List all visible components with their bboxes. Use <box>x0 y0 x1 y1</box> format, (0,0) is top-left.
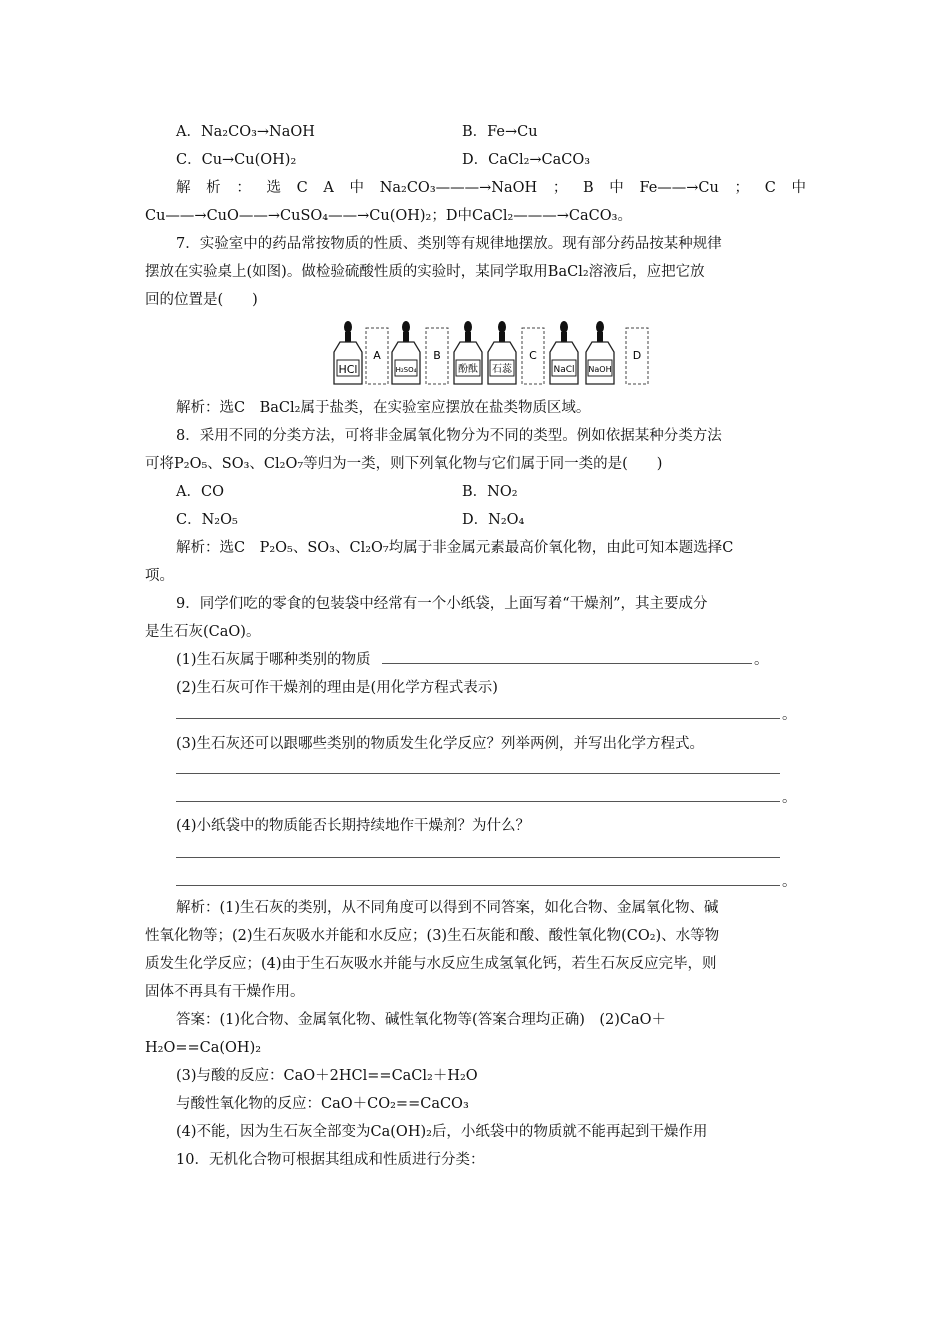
slot-c-label: C <box>529 349 537 362</box>
q9-answer-line2: H₂O==Ca(OH)₂ <box>145 1040 262 1056</box>
q9-analysis-line2: 性氧化物等；(2)生石灰吸水并能和水反应；(3)生石灰能和酸、酸性氧化物(CO₂)、水等物 <box>145 928 720 944</box>
q6-analysis-line1: 解 析 ： 选 C A 中 Na₂CO₃———→NaOH ； B 中 Fe——→Cu ； C 中 <box>176 180 806 196</box>
q8-analysis-line2: 项。 <box>145 568 174 584</box>
q9-stem-line2: 是生石灰(CaO)。 <box>145 624 261 640</box>
q9-analysis-line1: 解析：(1)生石灰的类别，从不同角度可以得到不同答案，如化合物、金属氧化物、碱 <box>176 900 719 916</box>
q6-option-b: B．Fe→Cu <box>462 124 538 140</box>
q8-stem-line2: 可将P₂O₅、SO₃、Cl₂O₇等归为一类，则下列氧化物与它们属于同一类的是( ) <box>145 456 663 472</box>
q8-option-c: C．N₂O₅ <box>176 512 238 528</box>
bottle-label-naoh: NaOH <box>588 365 612 374</box>
q8-option-a: A．CO <box>176 484 224 500</box>
bottle-phenolphthalein <box>454 321 482 384</box>
q9-answer-line5: (4)不能，因为生石灰全部变为Ca(OH)₂后，小纸袋中的物质就不能再起到干燥作用 <box>176 1124 708 1140</box>
q9-sub2: (2)生石灰可作干燥剂的理由是(用化学方程式表示) <box>176 680 498 696</box>
q9-analysis-line3: 质发生化学反应；(4)由于生石灰吸水并能与水反应生成氢氧化钙，若生石灰反应完毕，则 <box>145 956 717 972</box>
slot-a-label: A <box>373 349 381 362</box>
bottle-label-nacl: NaCl <box>553 365 575 375</box>
q7-stem-line2: 摆放在实验桌上(如图)。做检验硫酸性质的实验时，某同学取用BaCl₂溶液后，应把它放 <box>145 264 705 280</box>
bottle-nacl <box>550 321 578 384</box>
q8-option-d: D．N₂O₄ <box>462 512 525 528</box>
bottle-label-hcl: HCl <box>338 363 358 376</box>
q9-answer-line3: (3)与酸的反应：CaO＋2HCl==CaCl₂＋H₂O <box>176 1068 478 1084</box>
q7-stem-line1: 7．实验室中的药品常按物质的性质、类别等有规律地摆放。现有部分药品按某种规律 <box>176 236 722 252</box>
q9-stem-line1: 9．同学们吃的零食的包装袋中经常有一个小纸袋，上面写着“干燥剂”，其主要成分 <box>176 596 708 612</box>
bottle-hcl <box>334 321 362 384</box>
q6-option-c: C．Cu→Cu(OH)₂ <box>176 152 297 168</box>
q8-option-b: B．NO₂ <box>462 484 518 500</box>
q9-sub4-answer-blank-2[interactable] <box>176 885 780 886</box>
q8-stem-line1: 8．采用不同的分类方法，可将非金属氧化物分为不同的类型。例如依据某种分类方法 <box>176 428 722 444</box>
q9-answer-line1: 答案：(1)化合物、金属氧化物、碱性氧化物等(答案合理均正确) (2)CaO＋ <box>176 1012 667 1028</box>
q9-sub3-answer-blank-2[interactable] <box>176 801 780 802</box>
q9-sub2-answer-blank[interactable] <box>176 718 780 719</box>
reagent-shelf-figure <box>330 318 654 388</box>
q6-option-d: D．CaCl₂→CaCO₃ <box>462 152 591 168</box>
q9-sub1-answer-blank[interactable] <box>382 663 752 664</box>
q6-option-a: A．Na₂CO₃→NaOH <box>176 124 315 140</box>
q9-sub2-period: 。 <box>782 707 797 723</box>
q9-analysis-line4: 固体不再具有干燥作用。 <box>145 984 305 1000</box>
q9-sub4-answer-blank-1[interactable] <box>176 857 780 858</box>
q9-sub3-period: 。 <box>782 790 797 806</box>
q6-analysis-line2: Cu——→CuO——→CuSO₄——→Cu(OH)₂；D中CaCl₂———→CaCO₃。 <box>145 208 632 224</box>
bottle-litmus <box>488 321 516 384</box>
q9-sub1-period: 。 <box>754 652 769 668</box>
q9-sub4-period: 。 <box>782 874 797 890</box>
q9-sub1: (1)生石灰属于哪种类别的物质 <box>176 652 371 668</box>
bottle-label-litmus: 石蕊 <box>492 364 512 375</box>
slot-b-label: B <box>433 349 441 362</box>
bottle-label-h2so4: H₂SO₄ <box>395 366 417 374</box>
q9-answer-line4: 与酸性氧化物的反应：CaO＋CO₂==CaCO₃ <box>176 1096 469 1112</box>
q9-sub3: (3)生石灰还可以跟哪些类别的物质发生化学反应？列举两例，并写出化学方程式。 <box>176 736 705 752</box>
q7-analysis: 解析：选C BaCl₂属于盐类，在实验室应摆放在盐类物质区域。 <box>176 400 591 416</box>
q10-stem-line1: 10．无机化合物可根据其组成和性质进行分类： <box>176 1152 485 1168</box>
q7-stem-line3: 回的位置是( ) <box>145 292 258 308</box>
q8-analysis-line1: 解析：选C P₂O₅、SO₃、Cl₂O₇均属于非金属元素最高价氧化物，由此可知本题选择C <box>176 540 734 556</box>
q9-sub3-answer-blank-1[interactable] <box>176 773 780 774</box>
bottle-naoh <box>586 321 614 384</box>
bottle-label-phenolphthalein: 酚酞 <box>458 364 478 375</box>
slot-d-label: D <box>632 349 642 362</box>
q9-sub4: (4)小纸袋中的物质能否长期持续地作干燥剂？为什么？ <box>176 818 531 834</box>
bottle-h2so4 <box>392 321 420 384</box>
